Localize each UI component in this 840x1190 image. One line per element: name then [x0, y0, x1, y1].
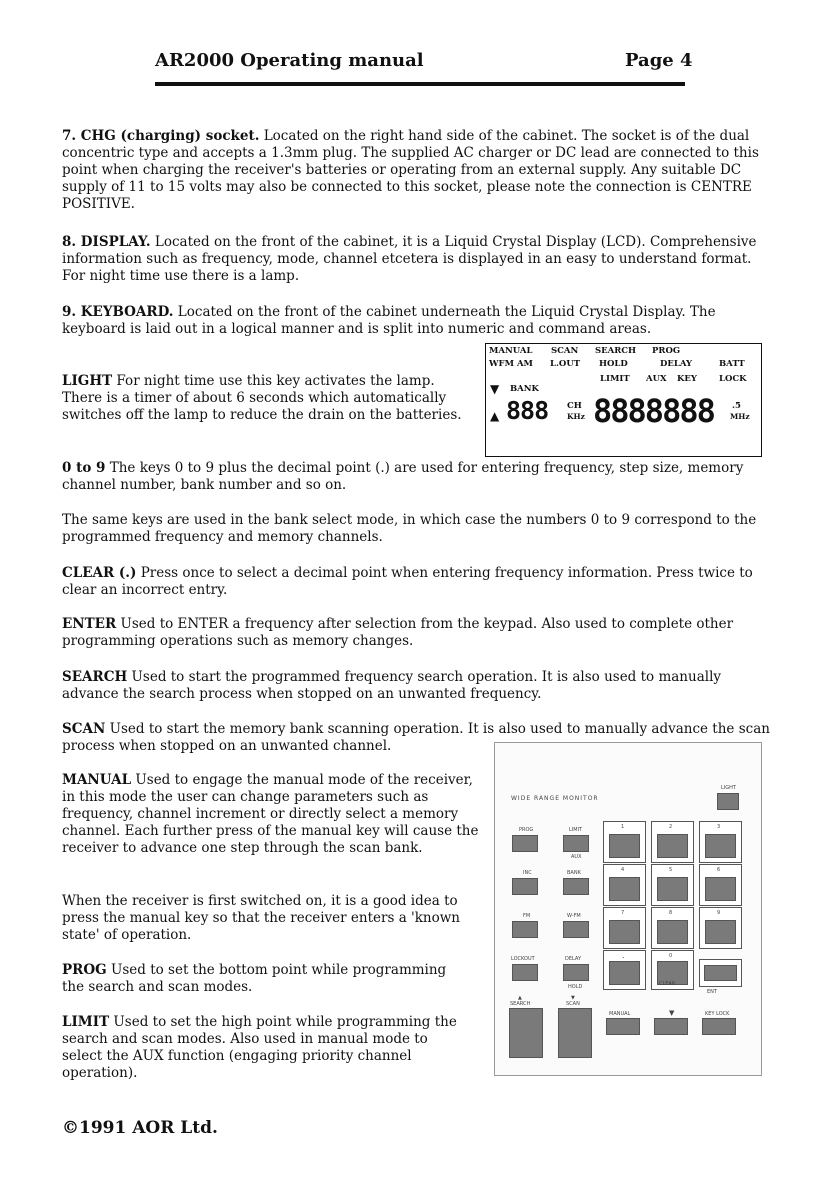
lcd-frequency-digits: 8888888	[593, 392, 714, 430]
search-label: SEARCH	[510, 1001, 531, 1007]
key-dot-label: .	[622, 951, 625, 960]
lcd-lock: LOCK	[719, 374, 747, 384]
key-3-label: 3	[717, 824, 721, 830]
scan-key	[558, 1008, 592, 1058]
wfm-key	[563, 921, 589, 938]
para-prog	[62, 962, 467, 996]
key-3	[705, 834, 736, 858]
para-limit	[62, 1014, 472, 1082]
prog-key	[512, 835, 538, 852]
para-search	[62, 669, 767, 703]
ent-label: ENT	[707, 989, 717, 995]
para-keyboard	[62, 304, 762, 338]
key-dot	[609, 961, 640, 985]
down-triangle-icon: ▼	[490, 382, 500, 396]
key-7-label: 7	[621, 910, 625, 916]
key-6-frame	[699, 864, 742, 906]
lcd-lout: L.OUT	[550, 359, 581, 369]
key-4	[609, 877, 640, 901]
key-2-frame	[651, 821, 694, 863]
key-2-label: 2	[669, 824, 673, 830]
para-heading: PROG	[62, 962, 107, 978]
para-chg-socket	[62, 128, 767, 213]
lcd-scan: SCAN	[551, 346, 579, 356]
light-label: LIGHT	[721, 785, 736, 791]
light-key	[717, 793, 739, 810]
para-body: Press once to select a decimal point when entering frequency information. Press twice to clear an incorrect entry.	[62, 565, 753, 598]
delay-key	[563, 964, 589, 981]
fm-key	[512, 921, 538, 938]
key-8-frame	[651, 907, 694, 949]
para-body: Used to ENTER a frequency after selection from the keypad. Also used to complete other programming operations such as memory changes.	[62, 616, 734, 649]
lcd-channel-digits: 888	[506, 396, 549, 425]
para-heading: LIGHT	[62, 373, 113, 389]
para-body: Used to start the programmed frequency search operation. It is also used to manually advance the search process when stopped on an unwanted frequency.	[62, 669, 722, 702]
key-3-frame	[699, 821, 742, 863]
lcd-manual: MANUAL	[489, 346, 533, 356]
key-5-frame	[651, 864, 694, 906]
clear-label: CLEAR	[659, 981, 676, 987]
key-1	[609, 834, 640, 858]
para-body: Used to start the memory bank scanning operation. It is also used to manually advance the scan process when stopped on an unwanted channel.	[62, 721, 770, 754]
lcd-five: .5	[732, 401, 741, 411]
ent-key-frame	[699, 959, 742, 987]
manual-label: MANUAL	[609, 1011, 631, 1017]
header-rule	[155, 82, 685, 86]
lcd-wfm-am: WFM AM	[489, 359, 533, 369]
para-manual	[62, 772, 487, 857]
lcd-prog: PROG	[652, 346, 681, 356]
para-body: Located on the right hand side of the cabinet. The socket is of the dual concentric type and accepts a 1.3mm plug. The supplied AC charger or DC lead are connected to this point when charging the receiver's batteries or operating from an external supply. Any suitable DC supply of 11 to 15 volts may also be connected to this socket, please note the connection is CENTRE POSITIVE.	[62, 128, 759, 212]
manual-title: AR2000 Operating manual	[155, 50, 424, 71]
key-6-label: 6	[717, 867, 721, 873]
scan-label: SCAN	[566, 1001, 580, 1007]
page-number: Page 4	[625, 50, 693, 71]
inc-label: INC	[523, 870, 532, 876]
inc-key	[512, 878, 538, 895]
ent-key	[704, 965, 737, 981]
para-heading: 8. DISPLAY.	[62, 234, 151, 250]
para-light	[62, 373, 462, 424]
lcd-mhz: MHz	[730, 412, 750, 421]
para-display	[62, 234, 774, 285]
lcd-delay: DELAY	[660, 359, 693, 369]
limit-label: LIMIT	[569, 827, 583, 833]
key-7	[609, 920, 640, 944]
para-heading: SCAN	[62, 721, 106, 737]
keypad-diagram	[494, 742, 762, 1076]
key-0-label: 0	[669, 953, 673, 959]
para-heading: 7. CHG (charging) socket.	[62, 128, 260, 144]
lcd-search: SEARCH	[595, 346, 637, 356]
manual-key	[606, 1018, 640, 1035]
para-heading: 9. KEYBOARD.	[62, 304, 174, 320]
key-8-label: 8	[669, 910, 673, 916]
key-dot-frame	[603, 950, 646, 990]
key-1-frame	[603, 821, 646, 863]
key-9-label: 9	[717, 910, 721, 916]
key-4-label: 4	[621, 867, 625, 873]
keypad-title: WIDE RANGE MONITOR	[511, 795, 599, 802]
para-body: Used to set the high point while programming the search and scan modes. Also used in manual mode to select the AUX function (engaging priority channel operation).	[62, 1014, 457, 1081]
delay-label: DELAY	[565, 956, 581, 962]
key-5	[657, 877, 688, 901]
key-5-label: 5	[669, 867, 673, 873]
lcd-khz: KHz	[567, 412, 585, 421]
lcd-hold: HOLD	[599, 359, 628, 369]
para-clear	[62, 565, 774, 599]
para-0-to-9	[62, 460, 772, 494]
bank-key	[563, 878, 589, 895]
search-up-icon: ▲	[518, 995, 522, 1001]
para-body: Used to engage the manual mode of the receiver, in this mode the user can change parameters such as frequency, channel increment or directly select a memory channel. Each further press of the manual key will cause the receiver to advance one step through the scan bank.	[62, 772, 479, 856]
keylock-key	[702, 1018, 736, 1035]
lcd-batt: BATT	[719, 359, 745, 369]
para-body: For night time use this key activates the lamp. There is a timer of about 6 seconds which automatically switches off the lamp to reduce the drain on the batteries.	[62, 373, 462, 423]
para-enter	[62, 616, 767, 650]
aux-label: AUX	[571, 854, 582, 860]
prog-label: PROG	[519, 827, 534, 833]
para-heading: LIMIT	[62, 1014, 110, 1030]
down-arrow-icon: ▼	[669, 1009, 675, 1017]
lcd-limit: LIMIT	[600, 374, 630, 384]
para-body: Used to set the bottom point while programming the search and scan modes.	[62, 962, 447, 995]
up-triangle-icon: ▲	[490, 409, 500, 423]
lcd-bank: BANK	[510, 384, 539, 394]
para-body: The keys 0 to 9 plus the decimal point (.) are used for entering frequency, step size, memory channel number, bank number and so on.	[62, 460, 744, 493]
keylock-label: KEY LOCK	[705, 1011, 730, 1017]
footer-copyright: ©1991 AOR Ltd.	[62, 1118, 218, 1138]
key-6	[705, 877, 736, 901]
lcd-aux: AUX	[646, 374, 667, 384]
key-7-frame	[603, 907, 646, 949]
hold-label: HOLD	[568, 984, 583, 990]
para-first-on: When the receiver is first switched on, it is a good idea to press the manual key so that the receiver enters a 'known state' of operation.	[62, 893, 460, 943]
fm-label: FM	[523, 913, 531, 919]
para-heading: MANUAL	[62, 772, 132, 788]
lcd-display-diagram	[485, 343, 762, 457]
lcd-ch: CH	[567, 401, 582, 411]
key-9	[705, 920, 736, 944]
search-key	[509, 1008, 543, 1058]
key-9-frame	[699, 907, 742, 949]
key-2	[657, 834, 688, 858]
lockout-label: LOCKOUT	[511, 956, 535, 962]
bank-label: BANK	[567, 870, 581, 876]
para-body: Located on the front of the cabinet underneath the Liquid Crystal Display. The keyboard is laid out in a logical manner and is split into numeric and command areas.	[62, 304, 716, 337]
para-body: Located on the front of the cabinet, it is a Liquid Crystal Display (LCD). Comprehensive information such as frequency, mode, channel etcetera is displayed in an easy to understand format. For night time use there is a lamp.	[62, 234, 757, 284]
para-heading: SEARCH	[62, 669, 128, 685]
limit-key	[563, 835, 589, 852]
para-same-keys: The same keys are used in the bank select mode, in which case the numbers 0 to 9 correspond to the programmed frequency and memory channels.	[62, 512, 757, 545]
key-1-label: 1	[621, 824, 625, 830]
key-4-frame	[603, 864, 646, 906]
lcd-key: KEY	[677, 374, 697, 384]
key-8	[657, 920, 688, 944]
down-key	[654, 1018, 688, 1035]
scan-down-icon: ▼	[571, 995, 575, 1001]
para-heading: ENTER	[62, 616, 117, 632]
para-heading: 0 to 9	[62, 460, 106, 476]
para-heading: CLEAR (.)	[62, 565, 137, 581]
wfm-label: W-FM	[567, 913, 581, 919]
lockout-key	[512, 964, 538, 981]
